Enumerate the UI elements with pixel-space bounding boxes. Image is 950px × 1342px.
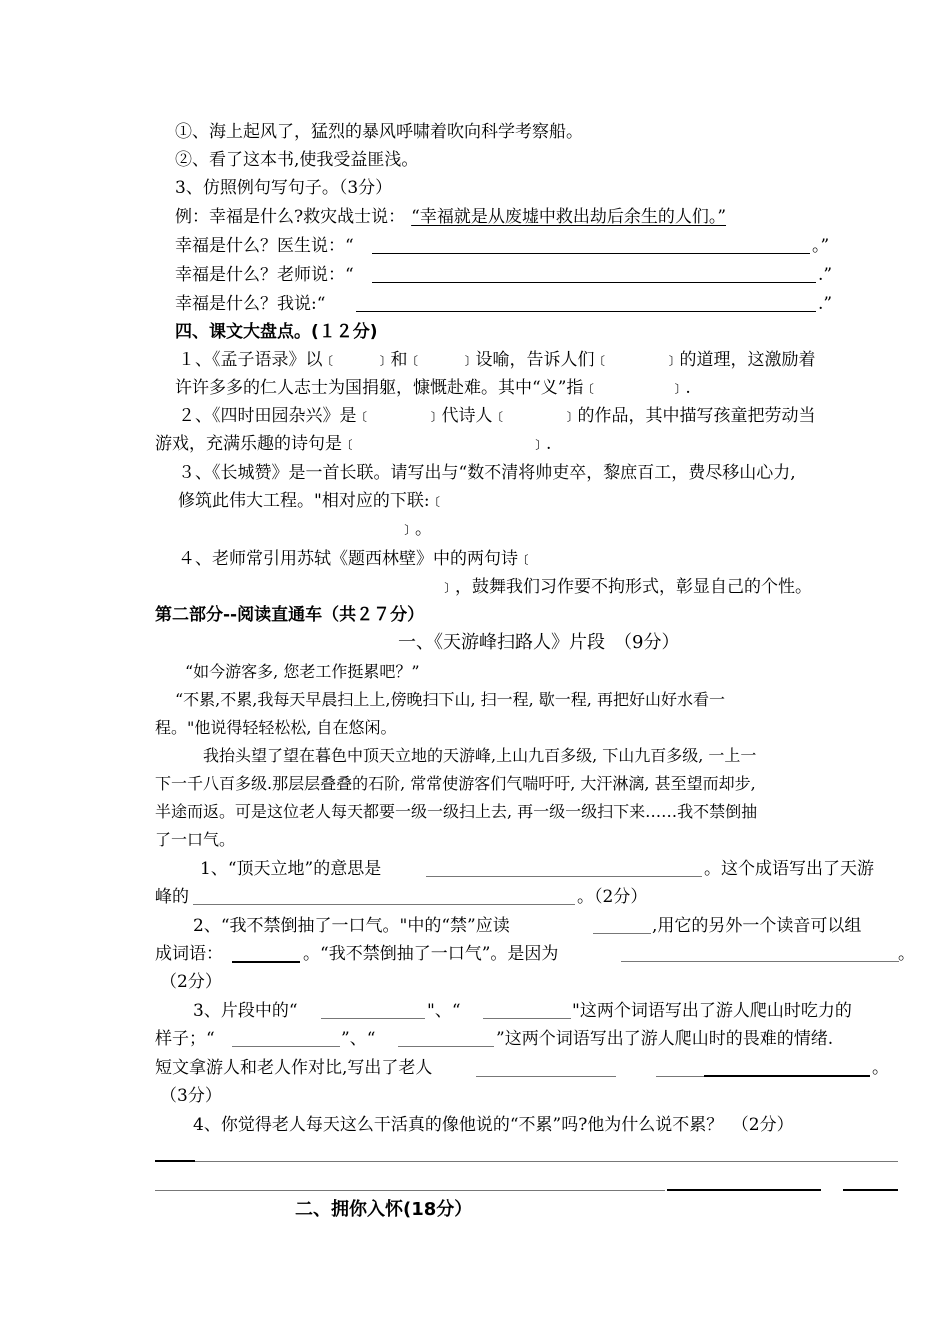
rq3-sep-2: ”、“ <box>341 1029 376 1049</box>
rq4-answer-line-1b[interactable] <box>195 1161 898 1162</box>
q4-3-line1: ３、《长城赞》是一首长联。请写出与“数不清将帅吏卒，黎庶百工，费尽移山心力, <box>178 463 796 483</box>
passage-p3-line4: 了一口气。 <box>155 830 236 849</box>
passage-p2-line1: “不累,不累,我每天早晨扫上上,傍晚扫下山, 扫一程, 歇一程, 再把好山好水看一 <box>175 690 725 709</box>
rq3-blank-1[interactable] <box>321 1018 425 1019</box>
sentence-1: ①、海上起风了，猛烈的暴风呼啸着吹向科学考察船。 <box>175 122 583 142</box>
rq3-line1-end: "这两个词语写出了游人爬山时吃力的 <box>572 1001 852 1021</box>
rq3-blank-4[interactable] <box>398 1046 494 1047</box>
me-end: .” <box>818 294 833 314</box>
rq1-blank-meaning[interactable] <box>426 876 702 877</box>
teacher-prompt: 幸福是什么？老师说：“ <box>175 265 354 285</box>
doctor-prompt: 幸福是什么？医生说：“ <box>175 236 354 256</box>
passage-p3-line1: 我抬头望了望在暮色中顶天立地的天游峰,上山九百多级, 下山九百多级, 一上一 <box>203 746 757 765</box>
rq2-line2-mid: 。“我不禁倒抽了一口气”。是因为 <box>303 944 559 964</box>
q4-1-line1: １、《孟子语录》以﹝ ﹞和﹝ ﹞设喻，告诉人们﹝ ﹞的道理，这激励着 <box>178 350 816 370</box>
rq1-blank-peak[interactable] <box>193 904 575 905</box>
rq3-score: （3分） <box>160 1086 222 1106</box>
me-prompt: 幸福是什么？我说:“ <box>175 294 326 314</box>
question-3-heading: 3、仿照例句写句子。（3分） <box>175 178 393 198</box>
rq3-blank-6a[interactable] <box>656 1076 704 1077</box>
q4-2-line2: 游戏，充满乐趣的诗句是﹝ ﹞. <box>155 434 552 454</box>
rq2-score: （2分） <box>160 972 222 992</box>
rq2-line2-end: 。 <box>898 944 915 964</box>
rq4-answer-line-2c[interactable] <box>843 1189 898 1191</box>
q4-3-line2: 修筑此伟大工程。"相对应的下联:﹝ <box>178 491 447 511</box>
rq1-continue: 。这个成语写出了天游 <box>704 859 874 879</box>
rq3-blank-6b[interactable] <box>704 1075 870 1077</box>
rq2-continue: ,用它的另外一个读音可以组 <box>652 916 862 936</box>
q4-4-line2: ﹞，鼓舞我们习作要不拘形式，彰显自己的个性。 <box>438 577 812 597</box>
rq4-answer-line-1a[interactable] <box>155 1160 195 1162</box>
doctor-answer-blank[interactable] <box>372 253 810 254</box>
q4-2-line1: ２、《四时田园杂兴》是﹝ ﹞代诗人﹝ ﹞的作品，其中描写孩童把劳动当 <box>178 406 816 426</box>
rq3-line3-start: 短文拿游人和老人作对比,写出了老人 <box>155 1058 433 1078</box>
me-answer-blank[interactable] <box>356 311 816 312</box>
rq3-prompt: 3、片段中的“ <box>193 1001 298 1021</box>
rq3-sep-1: "、“ <box>427 1001 461 1021</box>
rq2-line2-start: 成词语： <box>155 944 223 964</box>
q4-4-line1: ４、老师常引用苏轼《题西林壁》中的两句诗﹝ <box>178 549 535 569</box>
passage-p1: “如今游客多, 您老工作挺累吧？” <box>185 662 420 681</box>
teacher-end: .” <box>818 265 833 285</box>
q4-3-line3: ﹞。 <box>398 519 432 539</box>
rq3-line2-start: 样子；“ <box>155 1029 215 1049</box>
rq2-blank-word[interactable] <box>232 961 300 963</box>
example-prompt: 例：幸福是什么?救灾战士说： <box>175 207 406 227</box>
section-4-title: 四、课文大盘点。(１２分) <box>175 322 378 342</box>
rq4-answer-line-2b[interactable] <box>667 1189 821 1191</box>
rq1-line2-start: 峰的 <box>155 887 189 907</box>
passage-p2-line2: 程。"他说得轻轻松松, 自在悠闲。 <box>155 718 397 737</box>
rq4-answer-line-2a[interactable] <box>155 1190 665 1191</box>
rq1-score: 。（2分） <box>577 887 648 907</box>
excerpt-1-title: 一、《天游峰扫路人》片段 （9分） <box>398 632 680 653</box>
part-2-title: 第二部分--阅读直通车（共２７分） <box>155 605 425 625</box>
rq2-prompt: 2、“我不禁倒抽了一口气。"中的“禁”应读 <box>193 916 510 936</box>
rq2-blank-reason[interactable] <box>621 961 899 962</box>
rq2-blank-reading[interactable] <box>593 933 651 934</box>
rq4-prompt: 4、你觉得老人每天这么干活真的像他说的“不累”吗?他为什么说不累？ （2分） <box>193 1115 794 1135</box>
passage-p3-line2: 下一千八百多级.那层层叠叠的石阶, 常常使游客们气喘吁吁, 大汗淋漓, 甚至望而却步, <box>155 774 756 793</box>
passage-p3-line3: 半途而返。可是这位老人每天都要一级一级扫上去, 再一级一级扫下来……我不禁倒抽 <box>155 802 758 821</box>
example-line <box>175 206 726 228</box>
rq3-blank-5[interactable] <box>476 1076 616 1077</box>
sentence-2: ②、看了这本书,使我受益匪浅。 <box>175 150 419 170</box>
rq3-blank-2[interactable] <box>483 1018 571 1019</box>
q4-1-line2: 许许多多的仁人志士为国捐躯，慷慨赴难。其中“义”指﹝ ﹞. <box>175 378 691 398</box>
rq3-line2-end: ”这两个词语写出了游人爬山时的畏难的情绪. <box>496 1029 834 1049</box>
rq3-line3-end: 。 <box>872 1058 889 1078</box>
doctor-end: 。” <box>812 236 830 256</box>
rq3-blank-3[interactable] <box>232 1046 340 1047</box>
teacher-answer-blank[interactable] <box>372 282 816 283</box>
rq1-prompt: 1、“顶天立地”的意思是 <box>200 859 382 879</box>
excerpt-2-title: 二、拥你入怀(18分） <box>295 1199 473 1220</box>
example-answer: “幸福就是从废墟中救出劫后余生的人们。” <box>411 207 727 227</box>
